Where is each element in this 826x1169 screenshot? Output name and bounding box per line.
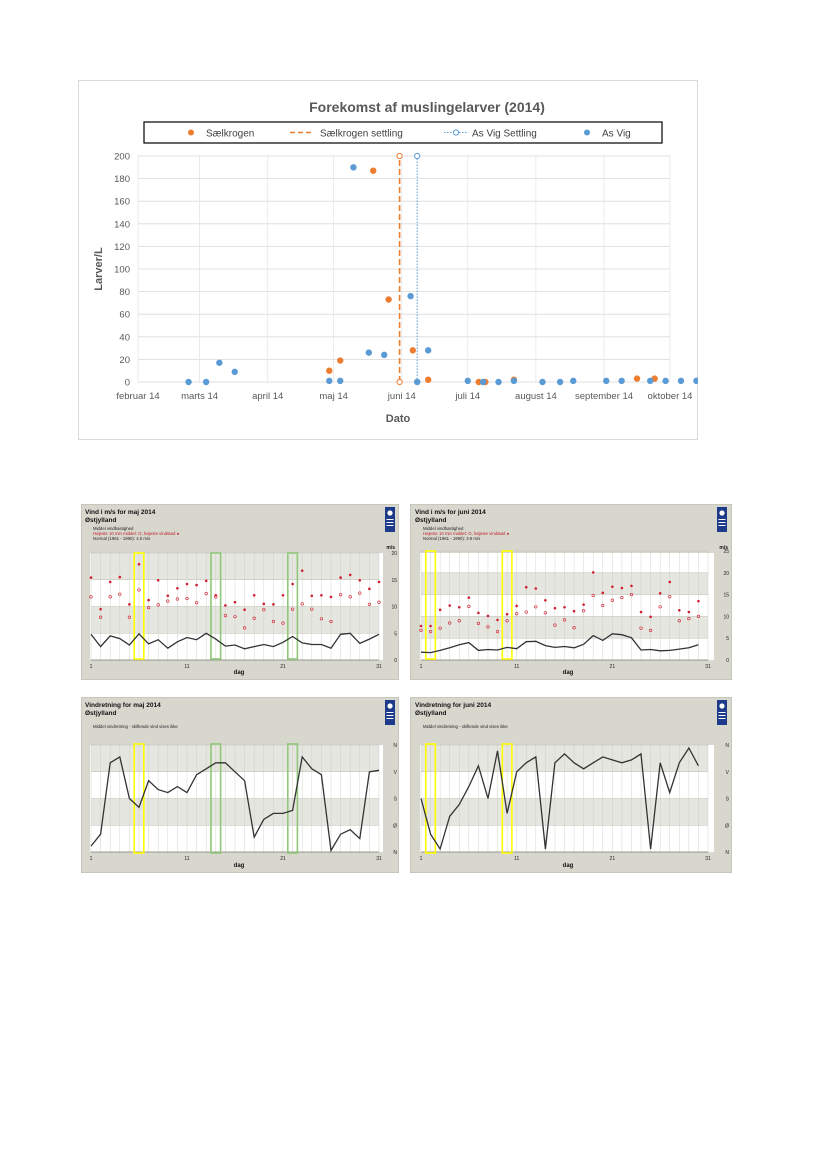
y-tick-label: 10 (391, 604, 397, 611)
y-tick-label: 120 (114, 241, 130, 253)
y-tick-label: N (393, 850, 397, 856)
y-tick-label: 20 (391, 551, 397, 557)
x-tick-label: september 14 (575, 391, 634, 402)
gust-point (506, 613, 509, 616)
x-tick-label: 21 (609, 664, 616, 670)
y-unit-label: m/s (719, 545, 728, 551)
y-tick-label: 20 (119, 354, 130, 366)
gust-point (176, 587, 179, 590)
gust-point (301, 569, 304, 572)
legend-normal-label: Normal (1961 - 1990): 4.0 m/s (93, 536, 151, 541)
gust-point (621, 587, 624, 590)
gust-point (544, 599, 547, 602)
as-vig-point (495, 379, 501, 385)
as-vig-point (414, 379, 420, 385)
x-tick-label: 31 (705, 856, 711, 862)
gust-point (601, 592, 604, 595)
as-vig-point (203, 379, 209, 385)
legend-label-asvig: As Vig (602, 128, 631, 140)
gust-point (282, 594, 285, 597)
as-vig-point (326, 378, 332, 384)
x-tick-label: juni 14 (387, 391, 416, 402)
gust-point (378, 581, 381, 584)
gust-point (496, 619, 499, 622)
legend-marker-saelkrogen (188, 130, 194, 136)
y-tick-label: 15 (391, 577, 397, 584)
gust-point (688, 611, 691, 614)
x-axis-title: dag (233, 863, 245, 869)
gust-point (167, 595, 170, 598)
x-axis-title: Dato (385, 413, 411, 425)
y-tick-label: 0 (394, 658, 397, 664)
panel-subtitle: Østjylland (85, 517, 117, 524)
x-axis-title: dag (233, 670, 245, 676)
x-tick-label: 21 (609, 856, 616, 862)
x-tick-label: august 14 (515, 391, 557, 402)
as-vig-point (678, 378, 684, 384)
gust-point (119, 576, 122, 579)
y-tick-label: 40 (119, 332, 130, 344)
as-vig-point (539, 379, 545, 385)
x-tick-label: 11 (514, 856, 520, 862)
as-vig-point (407, 293, 413, 299)
y-tick-label: 0 (124, 377, 130, 389)
y-tick-label: 80 (119, 287, 130, 299)
chart-title: Forekomst af muslingelarver (2014) (309, 99, 545, 115)
gust-point (420, 625, 423, 628)
wind-direction-panel-maj (81, 697, 399, 873)
legend-label-saelkrogen: Sælkrogen (206, 128, 255, 140)
as-vig-point (381, 352, 387, 358)
gust-point (611, 585, 614, 588)
y-tick-label: 100 (114, 264, 130, 276)
gust-point (224, 604, 227, 607)
panel-title: Vindretning for juni 2014 (415, 702, 492, 709)
saelkrogen-point (385, 296, 391, 302)
gust-point (554, 607, 557, 610)
x-tick-label: 31 (376, 664, 382, 670)
saelkrogen-point (370, 167, 376, 173)
saelkrogen-point (410, 347, 416, 353)
y-tick-label: 140 (114, 219, 130, 231)
gust-point (515, 605, 518, 608)
y-tick-label: S (393, 796, 397, 803)
x-tick-label: 11 (514, 664, 520, 670)
y-tick-label: 200 (114, 151, 130, 163)
x-axis-title: dag (562, 670, 574, 676)
as-vig-point (425, 347, 431, 353)
y-axis-title: Larver/L (93, 247, 105, 291)
y-tick-label: V (393, 769, 397, 776)
x-tick-label: april 14 (252, 391, 284, 402)
gust-point (253, 594, 256, 597)
legend-label-saelkrogen-settling: Sælkrogen settling (320, 128, 403, 140)
gust-point (339, 576, 342, 579)
saelkrogen-point (326, 368, 332, 374)
y-tick-label: 25 (723, 549, 729, 555)
as-vig-point (366, 349, 372, 355)
y-tick-label: N (725, 743, 729, 749)
as-vig-point (570, 378, 576, 384)
y-tick-label: N (393, 743, 397, 749)
as-vig-point (618, 378, 624, 384)
x-tick-labels (116, 391, 692, 402)
y-tick-label: 5 (394, 631, 397, 638)
gust-point (649, 616, 652, 619)
gust-point (234, 601, 237, 604)
gust-point (349, 574, 352, 577)
gust-point (195, 584, 198, 587)
saelkrogen-point (634, 375, 640, 381)
gust-point (320, 594, 323, 597)
y-tick-label: 160 (114, 196, 130, 208)
as-vig-point (480, 379, 486, 385)
chart-legend (144, 122, 662, 143)
gust-point (359, 579, 362, 582)
x-tick-label: 21 (280, 856, 286, 862)
as-vig-point (337, 378, 343, 384)
gust-point (205, 580, 208, 583)
gust-point (215, 594, 218, 597)
gust-point (563, 606, 566, 609)
legend-direction-label: Middel vindretning - skiftende vind vises ikke (423, 724, 508, 729)
gust-point (330, 596, 333, 599)
saelkrogen-settling-point (397, 153, 402, 158)
as-vig-point (647, 378, 653, 384)
gust-point (291, 583, 294, 586)
dmi-logo-icon (385, 507, 395, 532)
saelkrogen-point (337, 357, 343, 363)
panel-title: Vind i m/s for juni 2014 (415, 509, 486, 516)
legend-normal-label: Normal (1961 - 1990): 3.9 m/s (423, 536, 481, 541)
panel-subtitle: Østjylland (415, 517, 447, 524)
legend-label-asvig-settling: As Vig Settling (472, 128, 537, 140)
x-tick-label: 1 (419, 664, 423, 670)
y-tick-label: S (725, 796, 729, 803)
gust-point (157, 579, 160, 582)
legend-max-label: Højeste 10 min middel: O, højeste vindstød ● (423, 531, 510, 536)
gust-point (535, 587, 538, 590)
legend-direction-label: Middel vindretning - skiftende vind vises ikke (93, 724, 178, 729)
as-vig-point (216, 360, 222, 366)
as-vig-point (185, 379, 191, 385)
x-tick-label: juli 14 (455, 391, 481, 402)
x-tick-label: maj 14 (319, 391, 348, 402)
dmi-logo-icon (385, 700, 395, 725)
x-tick-label: oktober 14 (647, 391, 693, 402)
x-tick-label: 11 (184, 664, 190, 670)
y-tick-label: Ø (393, 823, 397, 830)
legend-mean-label: Middel vindhastighed (423, 526, 464, 531)
y-tick-label: 10 (723, 614, 729, 621)
gust-point (582, 603, 585, 606)
y-tick-label: 5 (726, 636, 729, 643)
as-vig-point (603, 378, 609, 384)
gust-point (630, 585, 633, 588)
y-tick-label: 60 (119, 309, 130, 321)
gust-point (138, 563, 141, 566)
gust-point (109, 581, 112, 584)
gust-point (272, 603, 275, 606)
gust-point (659, 592, 662, 595)
legend-max-label: Højeste 10 min middel: O, højeste vindstød ● (93, 531, 180, 536)
gust-point (243, 608, 246, 611)
legend-marker-asvig-settling (453, 130, 458, 135)
gust-point (477, 612, 480, 615)
gust-point (592, 571, 595, 574)
x-tick-label: 31 (376, 856, 382, 862)
as-vig-point (465, 378, 471, 384)
x-tick-label: 11 (184, 856, 190, 862)
x-tick-label: 1 (89, 664, 93, 670)
saelkrogen-point (425, 377, 431, 383)
gust-point (458, 606, 461, 609)
x-tick-label: 31 (705, 664, 711, 670)
y-tick-label: 180 (114, 174, 130, 186)
x-tick-label: marts 14 (181, 391, 219, 402)
gust-point (640, 611, 643, 614)
y-tick-label: 0 (726, 658, 729, 664)
gust-point (147, 599, 150, 602)
gust-point (368, 588, 371, 591)
wind-direction-panel-juni (410, 697, 732, 873)
x-tick-label: 21 (280, 664, 286, 670)
legend-mean-label: Middel vindhastighed (93, 526, 134, 531)
wind-speed-panel-juni (410, 504, 732, 680)
y-tick-label: N (725, 850, 729, 856)
legend-marker-asvig (584, 130, 590, 136)
gust-point (90, 576, 93, 579)
y-tick-label: 15 (723, 592, 729, 599)
gust-point (128, 603, 131, 606)
gust-point (263, 603, 266, 606)
as-vig-settling-point (415, 153, 420, 158)
dmi-logo-icon (717, 700, 727, 725)
gust-point (99, 608, 102, 611)
saelkrogen-settling-point (397, 379, 402, 384)
panel-subtitle: Østjylland (85, 710, 117, 717)
x-tick-label: 1 (419, 856, 423, 862)
gust-point (573, 610, 576, 613)
gust-point (439, 609, 442, 612)
y-tick-label: V (725, 769, 729, 776)
gust-point (429, 625, 432, 628)
gust-point (668, 581, 671, 584)
wind-speed-panel-maj (81, 504, 399, 680)
gust-point (468, 596, 471, 599)
gust-point (525, 586, 528, 589)
panel-subtitle: Østjylland (415, 710, 447, 717)
panel-title: Vind i m/s for maj 2014 (85, 509, 156, 516)
gust-point (311, 595, 314, 598)
gust-point (697, 600, 700, 603)
as-vig-point (557, 379, 563, 385)
as-vig-point (350, 164, 356, 170)
as-vig-point (232, 369, 238, 375)
x-axis-title: dag (562, 863, 574, 869)
as-vig-point (662, 378, 668, 384)
gust-point (448, 604, 451, 607)
y-tick-label: 20 (723, 570, 729, 577)
larvae-scatter-chart (78, 80, 698, 440)
y-tick-label: Ø (725, 823, 729, 830)
gust-point (678, 609, 681, 612)
gust-point (487, 615, 490, 618)
x-tick-label: 1 (89, 856, 93, 862)
dmi-logo-icon (717, 507, 727, 532)
panel-title: Vindretning for maj 2014 (85, 702, 161, 709)
as-vig-point (511, 378, 517, 384)
gust-point (186, 583, 189, 586)
x-tick-label: februar 14 (116, 391, 160, 402)
y-unit-label: m/s (386, 545, 395, 551)
